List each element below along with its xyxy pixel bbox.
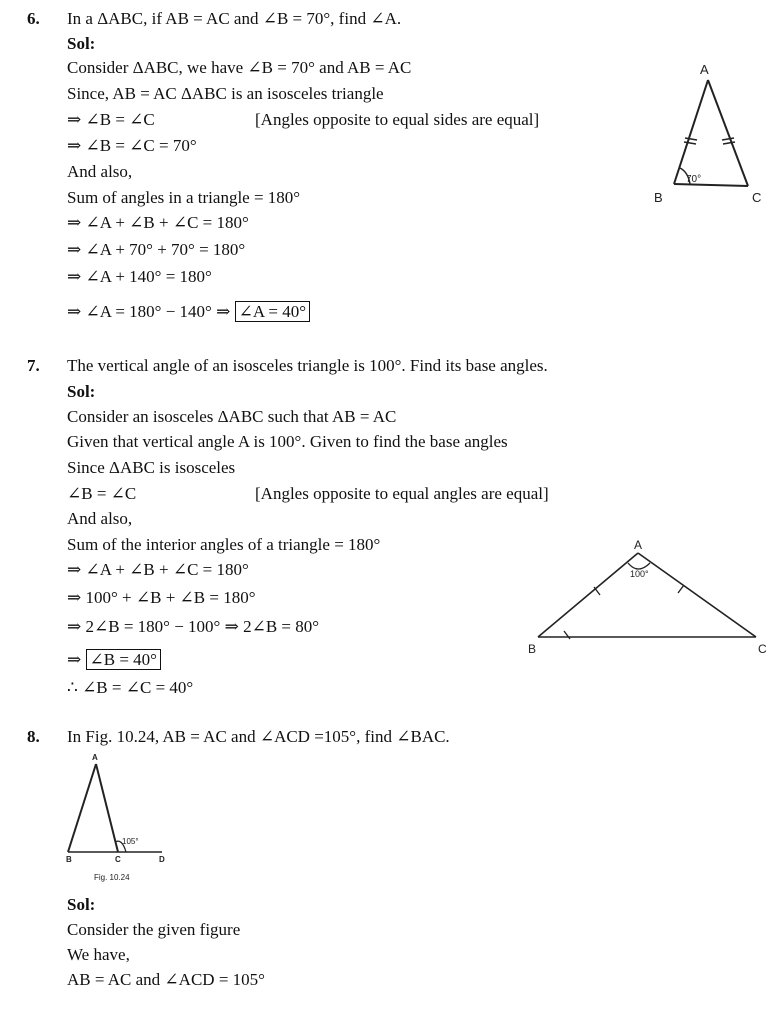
- q8-label-d: D: [159, 855, 165, 864]
- q8-figure: [62, 750, 182, 885]
- q7-line-7: ⇒ ∠A + ∠B + ∠C = 180°: [67, 560, 249, 579]
- q6-line-1: Consider ΔABC, we have ∠B = 70° and AB = AC: [67, 58, 412, 77]
- q6-tick-ab: [685, 138, 697, 140]
- q7-line-1: Consider an isosceles ΔABC such that AB = AC: [67, 407, 397, 426]
- q6-label-c: C: [752, 190, 762, 205]
- q7-triangle-figure: [520, 535, 770, 660]
- q8-side-ac: [96, 764, 118, 852]
- q7-label-b: B: [528, 642, 537, 656]
- q6-tick-ab-2: [684, 142, 696, 144]
- q6-reason: [Angles opposite to equal sides are equal]: [255, 110, 540, 129]
- q6-tick-ac: [722, 138, 734, 140]
- q7-final-step: ⇒: [67, 650, 82, 669]
- q7-reason: [Angles opposite to equal angles are equal]: [255, 484, 549, 503]
- q7-angle-label: 100°: [630, 569, 649, 579]
- q8-label-a: A: [92, 753, 98, 762]
- q7-line-3: Since ΔABC is isosceles: [67, 458, 236, 477]
- q7-label-a: A: [634, 538, 643, 552]
- q7-line-5: And also,: [67, 509, 133, 528]
- q6-line-4: ⇒ ∠B = ∠C = 70°: [67, 136, 197, 155]
- q8-label-c: C: [115, 855, 121, 864]
- q6-side-ab: [674, 80, 708, 184]
- q6-final-step: ⇒ ∠A = 180° − 140° ⇒: [67, 302, 231, 321]
- q7-side-ac: [638, 553, 756, 637]
- q8-angle-label: 105°: [122, 837, 139, 846]
- q7-line-9: ⇒ 2∠B = 180° − 100° ⇒ 2∠B = 80°: [67, 617, 320, 636]
- q6-triangle-figure: [640, 60, 760, 210]
- q6-line-5: And also,: [67, 162, 133, 181]
- q7-answer-box: ∠B = 40°: [86, 649, 161, 670]
- q6-line-7: ⇒ ∠A + ∠B + ∠C = 180°: [67, 213, 249, 232]
- q8-label-b: B: [66, 855, 72, 864]
- q6-question: In a ΔABC, if AB = AC and ∠B = 70°, find ∠A.: [67, 9, 402, 28]
- q6-answer-box: ∠A = 40°: [235, 301, 310, 322]
- q6-label-b: B: [654, 190, 663, 205]
- q8-question: In Fig. 10.24, AB = AC and ∠ACD =105°, find ∠BAC.: [67, 727, 450, 746]
- q7-question: The vertical angle of an isosceles triangle is 100°. Find its base angles.: [67, 356, 548, 375]
- q7-sol-label: Sol:: [67, 382, 96, 401]
- q8-side-ab: [68, 764, 96, 852]
- q7-side-ab: [538, 553, 638, 637]
- q7-number: 7.: [27, 356, 40, 375]
- q6-line-3: ⇒ ∠B = ∠C: [67, 110, 155, 129]
- q6-line-8: ⇒ ∠A + 70° + 70° = 180°: [67, 240, 246, 259]
- q8-line-3: AB = AC and ∠ACD = 105°: [67, 970, 265, 989]
- q7-line-8: ⇒ 100° + ∠B + ∠B = 180°: [67, 588, 256, 607]
- q6-line-6: Sum of angles in a triangle = 180°: [67, 188, 301, 207]
- q7-line-11: ∴ ∠B = ∠C = 40°: [67, 678, 194, 697]
- q8-number: 8.: [27, 727, 40, 746]
- q7-line-10: [67, 650, 161, 670]
- q6-angle-label: 70°: [686, 174, 702, 185]
- q6-side-ac: [708, 80, 748, 186]
- q6-label-a: A: [700, 62, 709, 77]
- q8-sol-label: Sol:: [67, 895, 96, 914]
- q6-tick-ac-2: [723, 142, 735, 144]
- q8-line-1: Consider the given figure: [67, 920, 241, 939]
- q8-line-2: We have,: [67, 945, 130, 964]
- q6-line-2: Since, AB = AC ΔABC is an isosceles triangle: [67, 84, 384, 103]
- q7-line-2: Given that vertical angle A is 100°. Given to find the base angles: [67, 432, 508, 451]
- q7-line-4: ∠B = ∠C: [67, 484, 137, 503]
- q7-line-6: Sum of the interior angles of a triangle = 180°: [67, 535, 381, 554]
- q6-sol-label: Sol:: [67, 34, 96, 53]
- q6-line-9: ⇒ ∠A + 140° = 180°: [67, 267, 212, 286]
- q7-label-c: C: [758, 642, 767, 656]
- q7-tick-ac: [678, 585, 684, 593]
- q6-number: 6.: [27, 9, 40, 28]
- q8-figure-caption: Fig. 10.24: [94, 873, 130, 882]
- q6-line-10: [67, 302, 310, 322]
